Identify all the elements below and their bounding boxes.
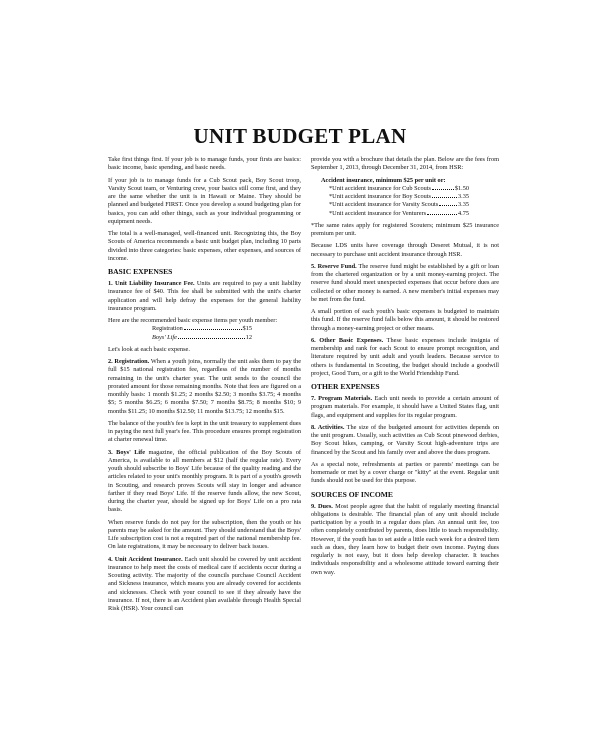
rate-value: 4.75 [457,209,469,217]
leader-dots [427,214,457,215]
paragraph-activities [311,424,499,457]
leader-dots [178,338,245,339]
leader-dots [432,189,454,190]
rate-row [311,201,469,209]
section-heading-other-expenses: OTHER EXPENSES [311,382,380,391]
leader-dots [184,329,242,330]
item-text: Each unit should be covered by unit accident insurance to help meet the costs of medical care if accidents occur during a Scouting activity. The majority of the councils purchase Council Accident and Sickness insurance, which means you are already covered for accidents and sicknesses. Check with your council to see if they already have the insurance. If not, there is an Accident plan available through Health Special Risk (HSR). Your council can [108,555,301,612]
section-heading-basic-expenses: BASIC EXPENSES [108,267,173,276]
rate-label: *Unit accident insurance for Varsity Scouts [329,201,439,209]
rate-value: $1.50 [454,184,469,192]
section-heading-sources-of-income: SOURCES OF INCOME [311,489,393,499]
paragraph: If your job is to manage funds for a Cub Scout pack, Boy Scout troop, Varsity Scout team, or Venturing crew, your basics still come first, and they are the same whether the unit is in Hawaii or Maine. They should be planned and budgeted FIRST. Once you develop a sound budgeting plan for basics, you can add other things, such as your individual programming or equipment needs. [108,176,301,225]
paragraph: The total is a well-managed, well-financed unit. Recognizing this, the Boy Scouts of America recommends a basic unit budget plan, including 10 parts divided into three categories: basic expenses, other expenses, and sources of income. [108,230,301,262]
paragraph: Here are the recommended basic expense items per youth member: [108,317,278,324]
rate-row [311,193,469,201]
item-lead: 2. Registration. [108,358,150,365]
paragraph: *The same rates apply for registered Scouters; minimum $25 insurance premium per unit. [311,221,499,237]
paragraph-other-basic-expenses [311,337,499,378]
rates-heading: Accident insurance, minimum $25 per unit or: [321,176,446,184]
item-lead: 6. Other Basic Expenses. [311,336,384,344]
paragraph-liability-fee [108,280,301,313]
item-text: Units are required to pay a unit liability insurance fee of $40. This fee shall be submitted with the unit's charter application and will help defray the expenses for the general liability insurance program. [108,280,302,312]
item-lead: 5. Reserve Fund. [311,262,357,270]
paragraph-program-materials [311,395,499,420]
paragraph-registration [108,358,301,416]
item-text: The reserve fund might be established by a gift or loan from the chartered organization or by a unit money-earning project. The reserve fund should meet unexpected expenses that occur before dues are collected or other money is earned. A new member's initial expenses may be met from the fund. [311,262,499,303]
right-column [311,156,499,581]
rate-label: *Unit accident insurance for Venturers [329,209,427,217]
paragraph: provide you with a brochure that details the plan. Below are the fees from September 1, 2013, through December 31, 2014, from HSR: [311,156,499,172]
paragraph: Let's look at each basic expense. [108,345,190,353]
item-lead: 3. Boys' Life [108,448,146,456]
item-value: 12 [245,333,252,341]
item-text: The size of the budgeted amount for activities depends on the unit program. Usually, such activities as Cub Scout pinewood derbies, Boy Scout hikes, camping, or Varsity Scout high-adventure trips are financed by the Scout and his family over and above the dues program. [311,423,500,456]
rate-label: *Unit accident insurance for Cub Scouts [329,184,431,192]
paragraph-accident-insurance [108,556,301,614]
paragraph: As a special note, refreshments at parties or parents' meetings can be homemade or met by a cover charge or "kitty" at the event. Regular unit funds should not be used for this purpose. [311,460,499,485]
item-text: When a youth joins, normally the unit asks them to pay the full $15 national registration fee, regardless of the number of months remaining in the unit's charter year. The unit sends to the council the prorated amount for those remaining months. Note that fees are figured on a monthly basis: 1 month $1.25; 2 months $2.50; 3 months $3.75; 4 months $5; 5 months $6.25; 6 months $7.50; 7 months $8.75; 8 months $10; 9 months $11.25; 10 months $12.50; 11 months $13.75; 12 months $15. [108,358,301,415]
expense-items-list [108,325,301,342]
paragraph-dues [311,503,499,577]
item-lead: 7. Program Materials. [311,395,373,402]
item-label: Registration [152,325,183,333]
paragraph-reserve-fund [311,263,499,304]
paragraph: When reserve funds do not pay for the subscription, then the youth or his parents may be asked for the amount. They should understand that the Boys' Life subscription cost is not a required part of the national membership fee. On late registrations, it may be necessary to deliver back issues. [108,518,301,551]
accident-rates-list [311,177,499,218]
paragraph: Because LDS units have coverage through Deseret Mutual, it is not necessary to purchase unit accident insurance through HSR. [311,242,499,258]
leader-dots [439,205,457,206]
item-lead: 1. Unit Liability Insurance Fee. [108,280,195,287]
rate-row [311,210,469,218]
item-text: Most people agree that the habit of regularly meeting financial obligations is desirable. The financial plan of any unit should include participation by a youth in a regular dues plan. An annual unit fee, too often completely contributed by parents, does little to teach responsibility. However, if the youth has to set aside a little each week for a desired item such as dues, they learn how to budget their own income. Paying dues regularly is not easy, but it does help develop character. It teaches individuals responsibility and a wholesome attitude toward earning their own way. [311,502,499,576]
item-lead: 8. Activities. [311,423,345,431]
paragraph: Take first things first. If your job is to manage funds, your firsts are basics: basic income, basic spending, and basic needs. [108,156,301,172]
rate-value: 3.35 [457,201,469,209]
expense-item-row [108,334,252,342]
paragraph: A small portion of each youth's basic expenses is budgeted to maintain this fund. If the reserve fund falls below this amount, it should be restored through a money-earning project or other means. [311,308,499,332]
item-lead: 9. Dues. [311,502,333,510]
rate-label: *Unit accident insurance for Boy Scouts [329,193,431,200]
paragraph-boys-life [108,449,301,515]
item-value: $15 [242,325,252,333]
expense-item-row [108,325,252,333]
item-label: Boys' Life [152,333,177,341]
left-column [108,156,301,617]
item-text: Each unit needs to provide a certain amount of program materials. For example, it should have a United States flag, unit flags, and equipment and supplies for its regular program. [311,395,499,419]
rate-row [311,185,469,193]
paragraph: The balance of the youth's fee is kept in the unit treasury to supplement dues in paying the next full year's fee. This procedure ensures prompt registration at charter renewal time. [108,419,301,444]
item-text: magazine, the official publication of the Boy Scouts of America, is available to all members at $12 (half the regular rate). Every youth should subscribe to Boys' Life because of the quality reading and the articles related to your unit's monthly program. It is part of a youth's growth in Scouting, and research proves Scouts will stay in longer and advance farther if they read Boys' Life. If the reserve funds allow, the new Scout, during the charter year, should be signed up for Boys' Life on a pro rata basis. [108,448,301,514]
item-lead: 4. Unit Accident Insurance. [108,555,183,563]
leader-dots [432,197,457,198]
page-title: UNIT BUDGET PLAN [193,124,407,148]
item-text: These basic expenses include insignia of membership and rank for each Scout to ensure prompt recognition, and literature required by unit adult and youth leaders. Because service to others is fundamental in Scouting, the budget should include a goodwill project, Good Turn, or a gift to the World Friendship Fund. [311,336,499,377]
rate-value: 3.35 [457,193,469,200]
